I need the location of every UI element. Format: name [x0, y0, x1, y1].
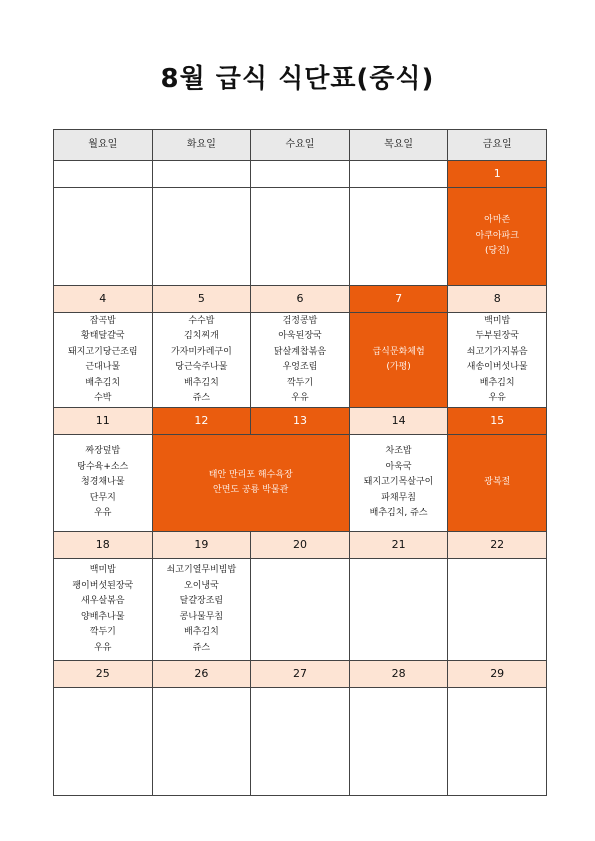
date-cell: 19 — [152, 532, 251, 559]
date-cell: 11 — [54, 408, 153, 435]
menu-item: 돼지고기목살구이 — [363, 477, 434, 488]
menu-item: 백미밥 — [89, 565, 116, 575]
date-cell: 13 — [251, 408, 350, 435]
menu-item: 수박 — [94, 393, 112, 403]
menu-cell — [251, 313, 350, 408]
week4-menu-row — [54, 559, 547, 661]
menu-item: 쇠고기가지볶음 — [466, 346, 528, 357]
menu-item: 가자미카레구이 — [170, 346, 232, 357]
menu-item: 아욱된장국 — [278, 331, 322, 341]
date-cell: 5 — [152, 286, 251, 313]
weekday-header-row — [54, 130, 547, 161]
menu-item: 짜장덮밥 — [85, 446, 121, 457]
menu-cell-empty — [152, 188, 251, 286]
event-line: 태안 만리포 해수욕장 — [208, 469, 293, 480]
event-cell-field-trip — [152, 435, 349, 532]
menu-item: 우유 — [94, 508, 112, 519]
menu-item: 잡곡밥 — [89, 315, 116, 326]
date-cell: 25 — [54, 661, 153, 688]
menu-item: 새송이버섯나물 — [466, 362, 528, 372]
date-cell — [54, 161, 153, 188]
menu-item: 달걀장조림 — [179, 596, 224, 606]
date-cell — [251, 161, 350, 188]
menu-item: 쇠고기열무비빔밥 — [166, 565, 237, 575]
menu-cell-empty — [251, 688, 350, 796]
menu-item: 오이냉국 — [184, 580, 219, 591]
date-cell: 14 — [349, 408, 448, 435]
date-cell: 15 — [448, 408, 547, 435]
weekday-mon: 월요일 — [54, 130, 153, 161]
menu-cell-empty — [448, 559, 547, 661]
menu-item: 두부된장국 — [475, 331, 519, 341]
menu-item: 탕수육+소스 — [77, 461, 129, 472]
date-cell: 28 — [349, 661, 448, 688]
menu-item: 돼지고기당근조림 — [68, 346, 138, 357]
weekday-thu: 목요일 — [349, 130, 448, 161]
menu-cell-empty — [349, 188, 448, 286]
event-line: 아마존 — [484, 215, 511, 226]
menu-item: 근대나물 — [85, 362, 121, 372]
menu-cell-empty — [448, 688, 547, 796]
menu-item: 우유 — [291, 393, 309, 403]
menu-item: 우엉조림 — [282, 362, 318, 372]
date-cell: 22 — [448, 532, 547, 559]
date-cell — [349, 161, 448, 188]
menu-cell — [349, 435, 448, 532]
weekday-tue: 화요일 — [152, 130, 251, 161]
date-cell: 18 — [54, 532, 153, 559]
event-line: 아쿠아파크 — [475, 230, 519, 241]
weekday-wed: 수요일 — [251, 130, 350, 161]
menu-cell — [54, 313, 153, 408]
menu-item: 우유 — [94, 642, 112, 653]
menu-item: 배추김치 — [85, 377, 121, 388]
menu-item: 우유 — [488, 393, 506, 403]
week1-menu-row — [54, 188, 547, 286]
week4-date-row — [54, 532, 547, 559]
menu-item: 배추김치 — [184, 377, 219, 388]
menu-item: 새우살볶음 — [81, 596, 125, 606]
date-cell: 6 — [251, 286, 350, 313]
menu-cell — [152, 313, 251, 408]
menu-item: 파채무침 — [381, 492, 416, 503]
menu-item: 양배추나물 — [81, 611, 125, 622]
menu-item: 배추김치, 쥬스 — [369, 508, 428, 519]
event-cell-amazon — [448, 188, 547, 286]
date-cell: 29 — [448, 661, 547, 688]
menu-item: 김치찌개 — [184, 331, 219, 341]
date-cell: 4 — [54, 286, 153, 313]
page-title: 8월 급식 식단표(중식) — [160, 64, 435, 94]
date-cell: 26 — [152, 661, 251, 688]
date-cell: 21 — [349, 532, 448, 559]
menu-cell-empty — [54, 688, 153, 796]
menu-item: 수수밥 — [188, 315, 215, 326]
week3-date-row — [54, 408, 547, 435]
date-cell: 8 — [448, 286, 547, 313]
menu-item: 쥬스 — [192, 642, 211, 653]
menu-item: 백미밥 — [484, 315, 511, 326]
menu-item: 팽이버섯된장국 — [72, 580, 134, 591]
menu-cell-empty — [349, 688, 448, 796]
event-cell-holiday: 광복절 — [448, 435, 547, 532]
menu-calendar — [53, 129, 547, 796]
menu-item: 단무지 — [89, 492, 116, 503]
menu-cell-empty — [349, 559, 448, 661]
event-line: 급식문화체험 — [372, 346, 425, 357]
event-line: (당진) — [484, 246, 510, 257]
event-line: (가평) — [386, 362, 411, 372]
date-cell — [152, 161, 251, 188]
week5-menu-row — [54, 688, 547, 796]
weekday-fri: 금요일 — [448, 130, 547, 161]
menu-cell — [448, 313, 547, 408]
week3-menu-row — [54, 435, 547, 532]
event-cell-culture-trip — [349, 313, 448, 408]
week2-menu-row — [54, 313, 547, 408]
date-cell: 20 — [251, 532, 350, 559]
menu-cell-empty — [54, 188, 153, 286]
menu-item: 쥬스 — [192, 393, 211, 403]
date-cell: 1 — [448, 161, 547, 188]
menu-cell-empty — [251, 559, 350, 661]
week5-date-row — [54, 661, 547, 688]
date-cell: 27 — [251, 661, 350, 688]
menu-cell-empty — [251, 188, 350, 286]
menu-item: 당근숙주나물 — [175, 362, 228, 372]
menu-item: 차조밥 — [385, 446, 412, 457]
menu-item: 닭살계찹볶음 — [273, 346, 327, 357]
menu-cell-empty — [152, 688, 251, 796]
date-cell: 7 — [349, 286, 448, 313]
menu-cell — [152, 559, 251, 661]
menu-item: 아욱국 — [385, 461, 412, 472]
menu-cell — [54, 435, 153, 532]
menu-item: 배추김치 — [184, 627, 219, 637]
menu-cell — [54, 559, 153, 661]
menu-item: 배추김치 — [479, 377, 515, 388]
menu-item: 깍두기 — [286, 377, 314, 388]
date-cell: 12 — [152, 408, 251, 435]
menu-item: 청경채나물 — [81, 477, 125, 488]
menu-item: 검정콩밥 — [282, 315, 318, 326]
menu-item: 황태달걀국 — [81, 331, 125, 341]
menu-item: 콩나물무침 — [179, 611, 224, 622]
menu-item: 깍두기 — [89, 627, 116, 637]
week2-date-row — [54, 286, 547, 313]
event-line: 안면도 공룡 박물관 — [213, 485, 289, 495]
week1-date-row — [54, 161, 547, 188]
